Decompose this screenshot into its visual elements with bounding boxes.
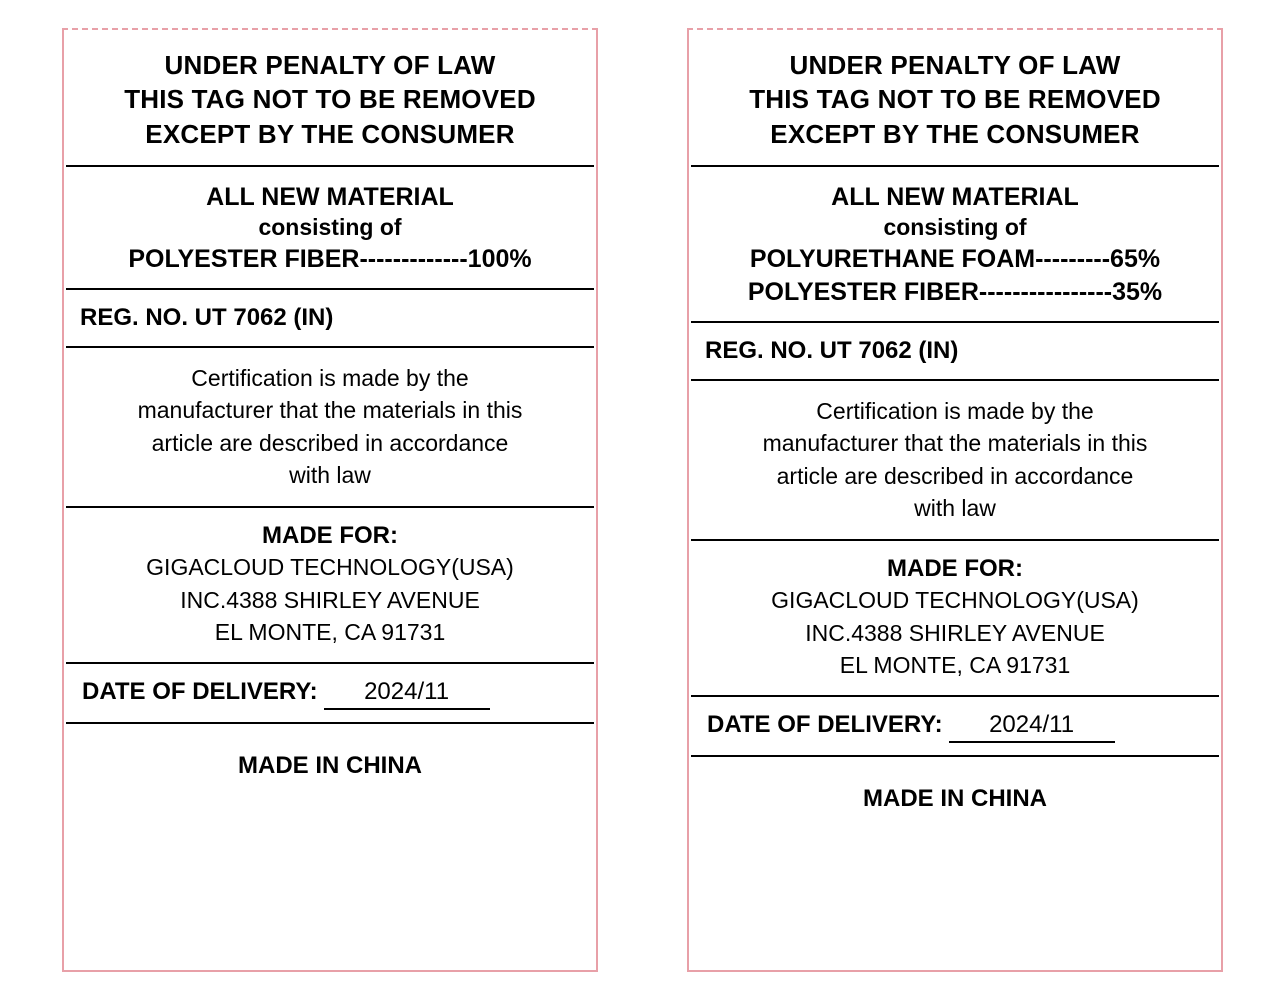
made-for-label: MADE FOR: [262,522,398,550]
address-line-3: EL MONTE, CA 91731 [839,651,1071,678]
address-line-2: INC.4388 SHIRLEY AVENUE [180,586,480,613]
material-subtitle: consisting of [258,214,402,241]
address-line-1: GIGACLOUD TECHNOLOGY(USA) [771,587,1139,614]
certification-line-4: with law [289,462,371,489]
material-section-right [691,167,1219,323]
delivery-date-label: DATE OF DELIVERY: [707,710,943,738]
delivery-date-section-right [691,697,1219,757]
penalty-heading-line-3: EXCEPT BY THE CONSUMER [770,118,1140,149]
certification-line-2: manufacturer that the materials in this [762,430,1148,457]
law-label-tag-left [62,28,598,972]
certification-line-4: with law [914,495,996,522]
certification-line-2: manufacturer that the materials in this [137,397,523,424]
tag-right-content [689,30,1221,970]
certification-line-3: article are described in accordance [776,462,1134,489]
certification-line-1: Certification is made by the [191,364,469,391]
material-line: POLYESTER FIBER----------------35% [747,278,1163,307]
made-for-label: MADE FOR: [887,555,1023,583]
address-line-3: EL MONTE, CA 91731 [214,618,446,645]
material-title: ALL NEW MATERIAL [831,182,1079,211]
material-line: POLYESTER FIBER-------------100% [128,245,532,274]
penalty-heading-line-2: THIS TAG NOT TO BE REMOVED [749,84,1161,115]
delivery-date-label: DATE OF DELIVERY: [82,677,318,705]
origin-section-left [66,724,594,811]
delivery-date-value: 2024/11 [949,709,1115,743]
penalty-heading-line-1: UNDER PENALTY OF LAW [164,50,496,80]
penalty-heading-section-left [66,30,594,167]
registration-number: REG. NO. UT 7062 (IN) [80,304,334,332]
material-section-left [66,167,594,290]
penalty-heading-line-3: EXCEPT BY THE CONSUMER [145,118,515,149]
country-of-origin: MADE IN CHINA [238,752,422,780]
certification-line-3: article are described in accordance [151,429,509,456]
penalty-heading-line-1: UNDER PENALTY OF LAW [789,50,1121,80]
certification-line-1: Certification is made by the [816,397,1094,424]
law-label-tag-right [687,28,1223,972]
registration-number: REG. NO. UT 7062 (IN) [705,337,959,365]
made-for-section-left [66,508,594,664]
delivery-date-section-left [66,664,594,724]
material-line: POLYURETHANE FOAM---------65% [749,245,1161,274]
made-for-section-right [691,541,1219,697]
address-line-1: GIGACLOUD TECHNOLOGY(USA) [146,554,514,581]
country-of-origin: MADE IN CHINA [863,785,1047,813]
penalty-heading-section-right [691,30,1219,167]
certification-section-left [66,348,594,509]
address-line-2: INC.4388 SHIRLEY AVENUE [805,619,1105,646]
material-title: ALL NEW MATERIAL [206,182,454,211]
penalty-heading-line-2: THIS TAG NOT TO BE REMOVED [124,84,536,115]
material-subtitle: consisting of [883,214,1027,241]
origin-section-right [691,757,1219,844]
delivery-date-value: 2024/11 [324,676,490,710]
registration-section-left [66,290,594,347]
tag-left-content [64,30,596,970]
certification-section-right [691,381,1219,542]
registration-section-right [691,323,1219,380]
